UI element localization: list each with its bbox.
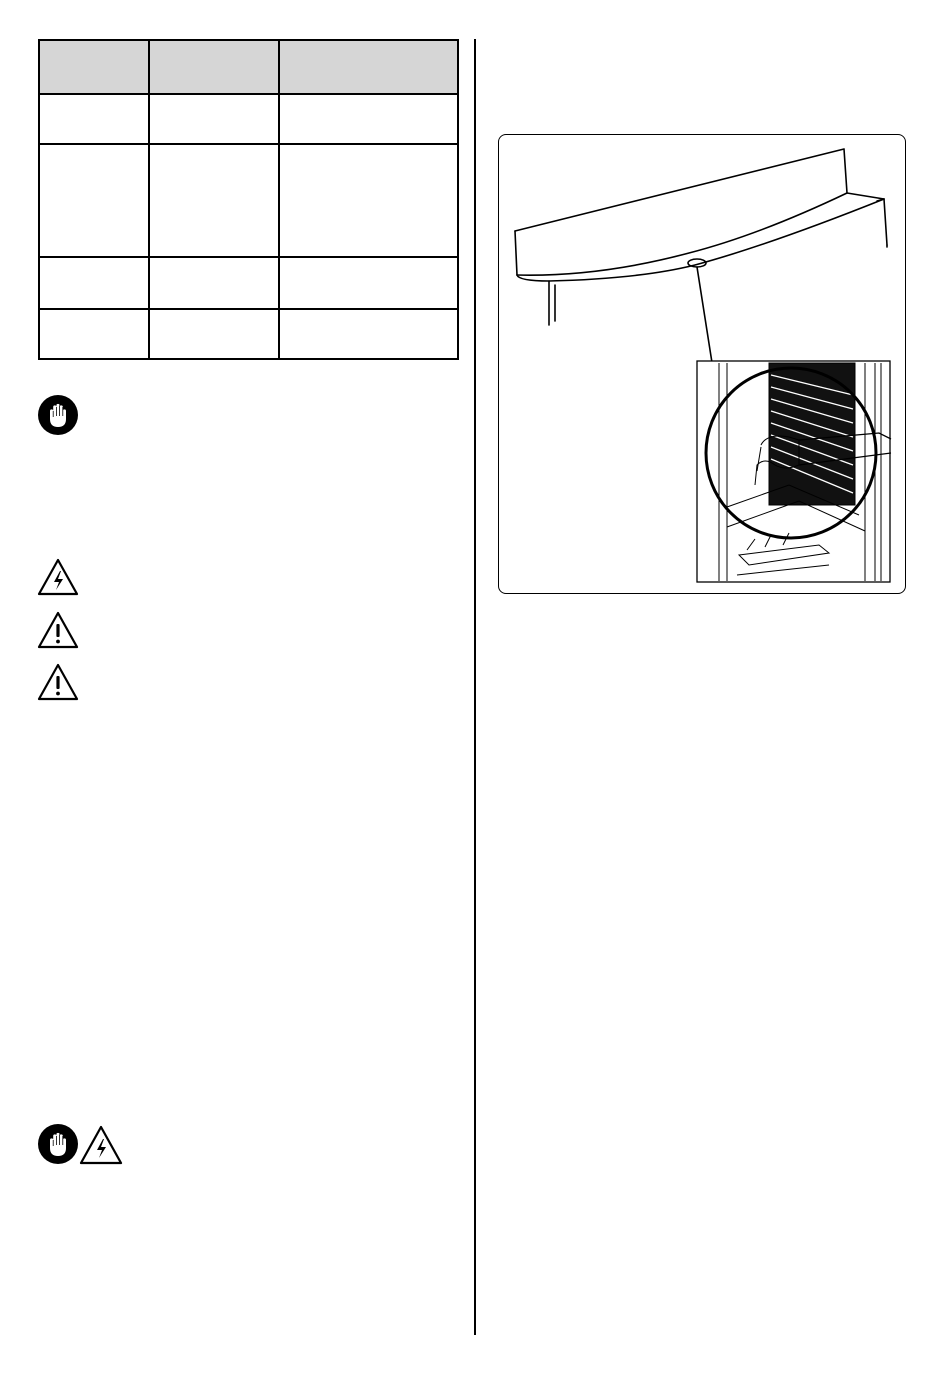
table-cell [39, 257, 149, 309]
table-row [39, 309, 458, 359]
stop-hand-icon [37, 1123, 79, 1165]
figure-frame [498, 134, 906, 594]
table-row [39, 257, 458, 309]
table-cell [279, 257, 458, 309]
table-cell [39, 309, 149, 359]
table-row [39, 144, 458, 257]
electric-hazard-icon [37, 558, 79, 596]
table-header-cell [149, 40, 279, 94]
table-cell [279, 94, 458, 144]
table-cell [279, 309, 458, 359]
table-header-cell [39, 40, 149, 94]
warning-exclamation-icon [37, 663, 79, 701]
table-cell [39, 144, 149, 257]
column-divider [474, 39, 476, 1335]
warning-exclamation-icon [37, 611, 79, 649]
table-header-cell [279, 40, 458, 94]
table-cell [149, 94, 279, 144]
spec-table [38, 39, 459, 360]
table-cell [39, 94, 149, 144]
table-cell [279, 144, 458, 257]
electric-hazard-icon [79, 1125, 123, 1165]
table-cell [149, 257, 279, 309]
shelf-cover-illustration [499, 135, 906, 594]
table-header-row [39, 40, 458, 94]
inset-detail [697, 361, 891, 582]
stop-hand-icon [37, 394, 79, 436]
table-row [39, 94, 458, 144]
table-cell [149, 309, 279, 359]
table-cell [149, 144, 279, 257]
